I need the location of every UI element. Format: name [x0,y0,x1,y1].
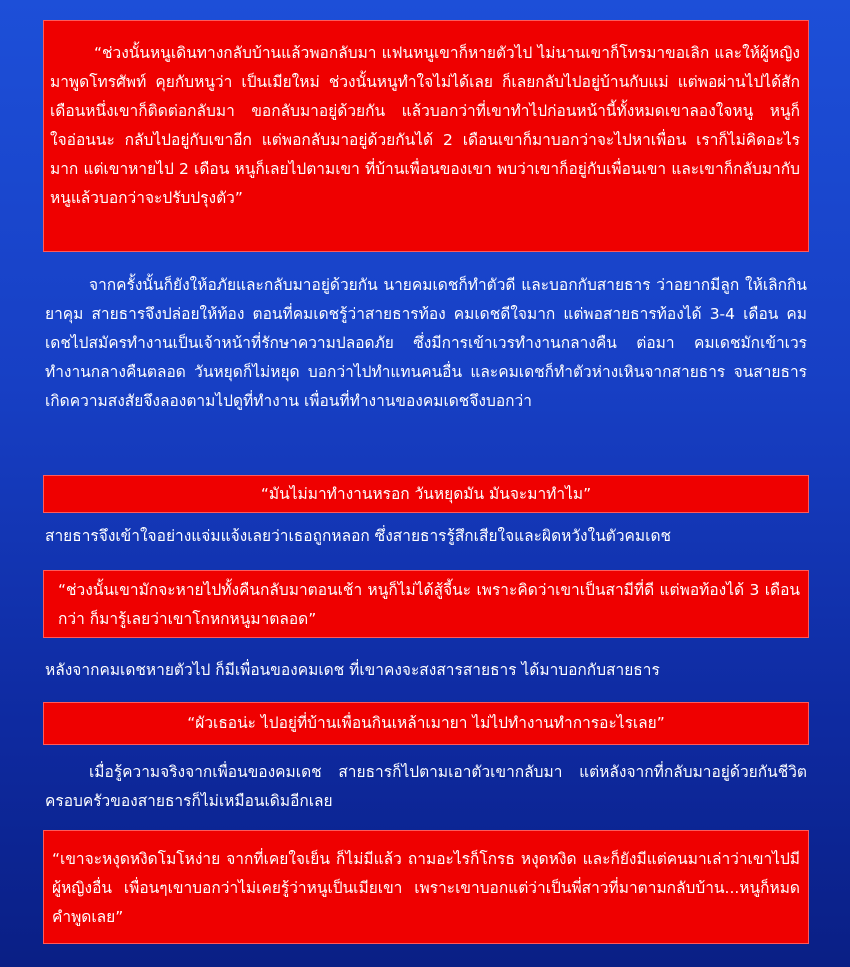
paragraph-4 [45,522,807,551]
paragraph-8 [45,758,807,816]
quote-box-9 [43,830,809,944]
paragraph-text-4: สายธารจึงเข้าใจอย่างแจ่มแจ้งเลยว่าเธอถูกหลอก ซึ่งสายธารรู้สึกเสียใจและผิดหวังในตัวคมเดช [45,527,672,545]
quote-box-1 [43,20,809,252]
paragraph-text-8: เมื่อรู้ความจริงจากเพื่อนของคมเดช สายธารก็ไปตามเอาตัวเขากลับมา แต่หลังจากที่กลับมาอยู่ด้วยกันชีวิตครอบครัวของสายธารก็ไม่เหมือนเดิมอีกเลย [45,763,807,810]
quote-text-9: “เขาจะหงุดหงิดโมโหง่าย จากที่เคยใจเย็น ก็ไม่มีแล้ว ถามอะไรก็โกรธ หงุดหงิด และก็ยังมีแต่คนมาเล่าว่าเขาไปมีผู้หญิงอื่น เพื่อนๆเขาบอกว่าไม่เคยรู้ว่าหนูเป็นเมียเขา เพราะเขาบอกแต่ว่าเป็นพี่สาวที่มาตามกลับบ้าน...หนูก็หมดคำพูดเลย” [52,850,800,926]
quote-text-3: “มันไม่มาทำงานหรอก วันหยุดมัน มันจะมาทำไม” [260,485,592,503]
quote-text-5: “ช่วงนั้นเขามักจะหายไปทั้งคืนกลับมาตอนเช้า หนูก็ไม่ได้สู้จี้นะ เพราะคิดว่าเขาเป็นสามีที่ดี แต่พอท้องได้ 3 เดือน กว่า ก็มารู้เลยว่าเขาโกหกหนูมาตลอด” [58,581,800,628]
paragraph-2 [45,271,807,416]
paragraph-text-6: หลังจากคมเดชหายตัวไป ก็มีเพื่อนของคมเดช ที่เขาคงจะสงสารสายธาร ได้มาบอกกับสายธาร [45,661,660,679]
quote-box-3 [43,475,809,513]
paragraph-6 [45,656,807,685]
quote-box-5 [43,570,809,638]
quote-text-1: “ช่วงนั้นหนูเดินทางกลับบ้านแล้วพอกลับมา แฟนหนูเขาก็หายตัวไป ไม่นานเขาก็โทรมาขอเลิก และให้ผู้หญิงมาพูดโทรศัพท์ คุยกับหนูว่า เป็นเมียใหม่ ช่วงนั้นหนูทำใจไม่ได้เลย ก็เลยกลับไปอยู่บ้านกับแม่ แต่พอผ่านไปได้สักเดือนหนึ่งเขาก็ติดต่อกลับมา ขอกลับมาอยู่ด้วยกัน แล้วบอกว่าที่เขาทำไปก่อนหน้านี้ทั้งหมดเขาลองใจหนู หนูก็ใจอ่อนนะ กลับไปอยู่กับเขาอีก แต่พอกลับมาอยู่ด้วยกันได้ 2 เดือนเขาก็มาบอกว่าจะไปหาเพื่อน เราก็ไม่คิดอะไรมาก แต่เขาหายไป 2 เดือน หนูก็เลยไปตามเขา ที่บ้านเพื่อนของเขา พบว่าเขาก็อยู่กับเพื่อนเขา และเขาก็กลับมากับหนูแล้วบอกว่าจะปรับปรุงตัว” [50,44,800,207]
paragraph-text-2: จากครั้งนั้นก็ยังให้อภัยและกลับมาอยู่ด้วยกัน นายคมเดชก็ทำตัวดี และบอกกับสายธาร ว่าอยากมีลูก ให้เลิกกินยาคุม สายธารจึงปล่อยให้ท้อง ตอนที่คมเดชรู้ว่าสายธารท้อง คมเดชดีใจมาก แต่พอสายธารท้องได้ 3-4 เดือน คมเดชไปสมัครทำงานเป็นเจ้าหน้าที่รักษาความปลอดภัย ซึ่งมีการเข้าเวรทำงานกลางคืน ต่อมา คมเดชมักเข้าเวรทำงานกลางคืนตลอด วันหยุดก็ไม่หยุด บอกว่าไปทำแทนคนอื่น และคมเดชก็ทำตัวห่างเหินจากสายธาร จนสายธารเกิดความสงสัยจึงลองตามไปดูที่ทำงาน เพื่อนที่ทำงานของคมเดชจึงบอกว่า [45,276,807,410]
quote-box-7 [43,702,809,745]
quote-text-7: “ผัวเธอน่ะ ไปอยู่ที่บ้านเพื่อนกินเหล้าเมายา ไม่ไปทำงานทำการอะไรเลย” [187,714,665,732]
